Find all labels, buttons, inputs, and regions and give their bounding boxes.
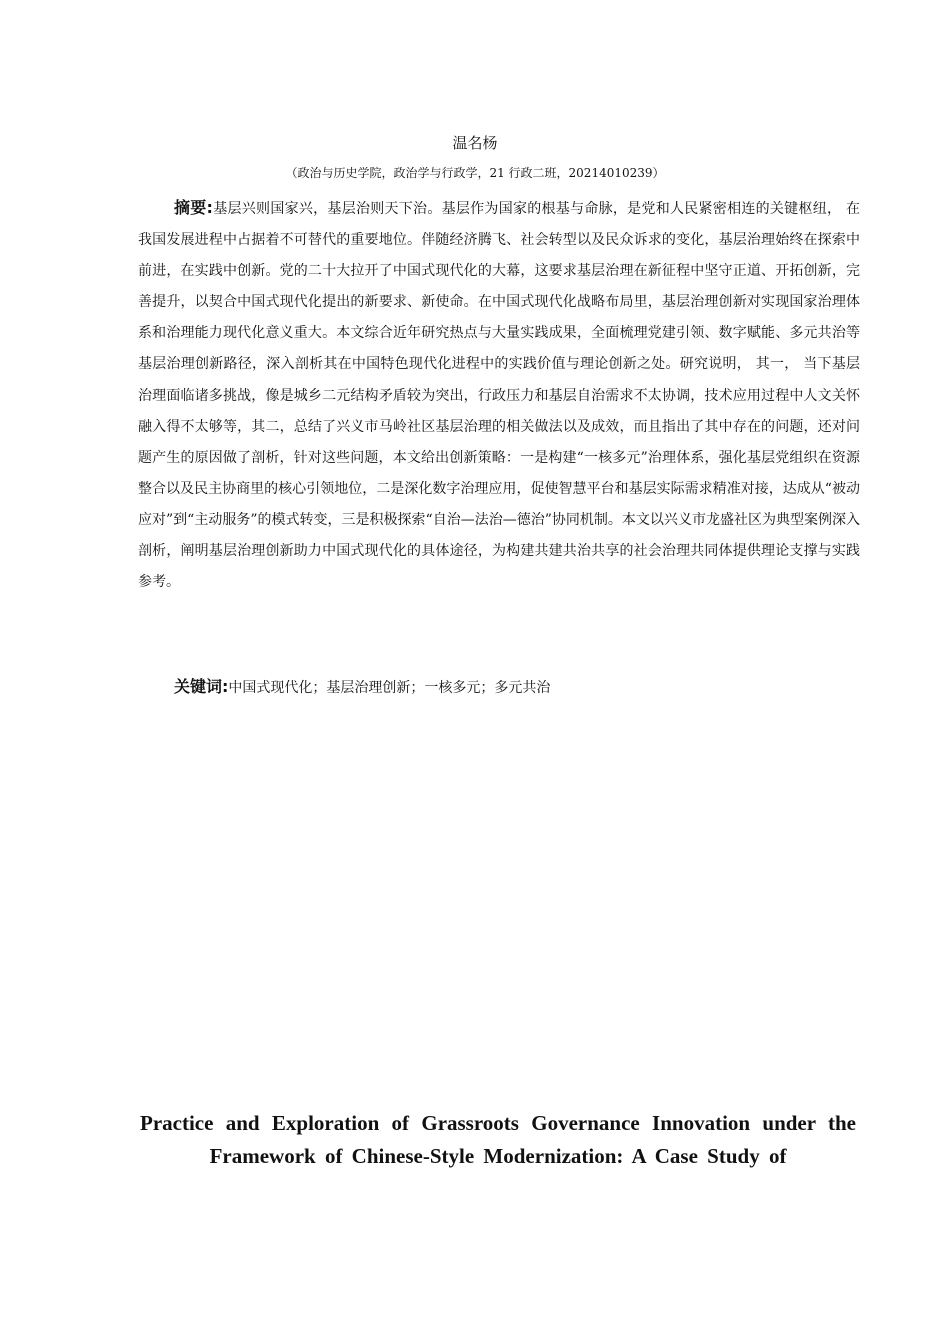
keywords-label: 关键词: [174,677,229,696]
abstract-paragraph [138,192,860,598]
author-affiliation: （政治与历史学院，政治学与行政学，21 行政二班，20214010239） [285,166,665,180]
keywords-text: 中国式现代化；基层治理创新；一核多元；多元共治 [228,680,551,696]
english-title: Practice and Exploration of Grassroots Governance Innovation under the Framework of Chinese-Style Modernization: A Case Study of [140,1111,856,1168]
author-name: 温名杨 [452,134,498,152]
abstract-text: 基层兴则国家兴，基层治则天下治。基层作为国家的根基与命脉，是党和人民紧密相连的关键枢纽， 在我国发展进程中占据着不可替代的重要地位。伴随经济腾飞、社会转型以及民众诉求的变化，基层治理始终在探索中前进，在实践中创新。党的二十大拉开了中国式现代化的大幕，这要求基层治理在新征程中坚守正道、开拓创新，完善提升，以契合中国式现代化提出的新要求、新使命。在中国式现代化战略布局里，基层治理创新对实现国家治理体系和治理能力现代化意义重大。本文综合近年研究热点与大量实践成果，全面梳理党建引领、数字赋能、多元共治等基层治理创新路径，深入剖析其在中国特色现代化进程中的实践价值与理论创新之处。研究说明， 其一， 当下基层治理面临诸多挑战，像是城乡二元结构矛盾较为突出，行政压力和基层自治需求不太协调，技术应用过程中人文关怀融入得不太够等，其二，总结了兴义市马岭社区基层治理的相关做法以及成效，而且指出了其中存在的问题，还对问题产生的原因做了剖析，针对这些问题，本文给出创新策略：一是构建“一核多元”治理体系，强化基层党组织在资源整合以及民主协商里的核心引领地位，二是深化数字治理应用，促使智慧平台和基层实际需求精准对接，达成从“被动应对”到“主动服务”的模式转变，三是积极探索“自治—法治—德治”协同机制。本文以兴义市龙盛社区为典型案例深入剖析，阐明基层治理创新助力中国式现代化的具体途径，为构建共建共治共享的社会治理共同体提供理论支撑与实践参考。 [138,201,860,591]
abstract-label: 摘要: [174,198,213,217]
keywords-line [174,673,860,702]
